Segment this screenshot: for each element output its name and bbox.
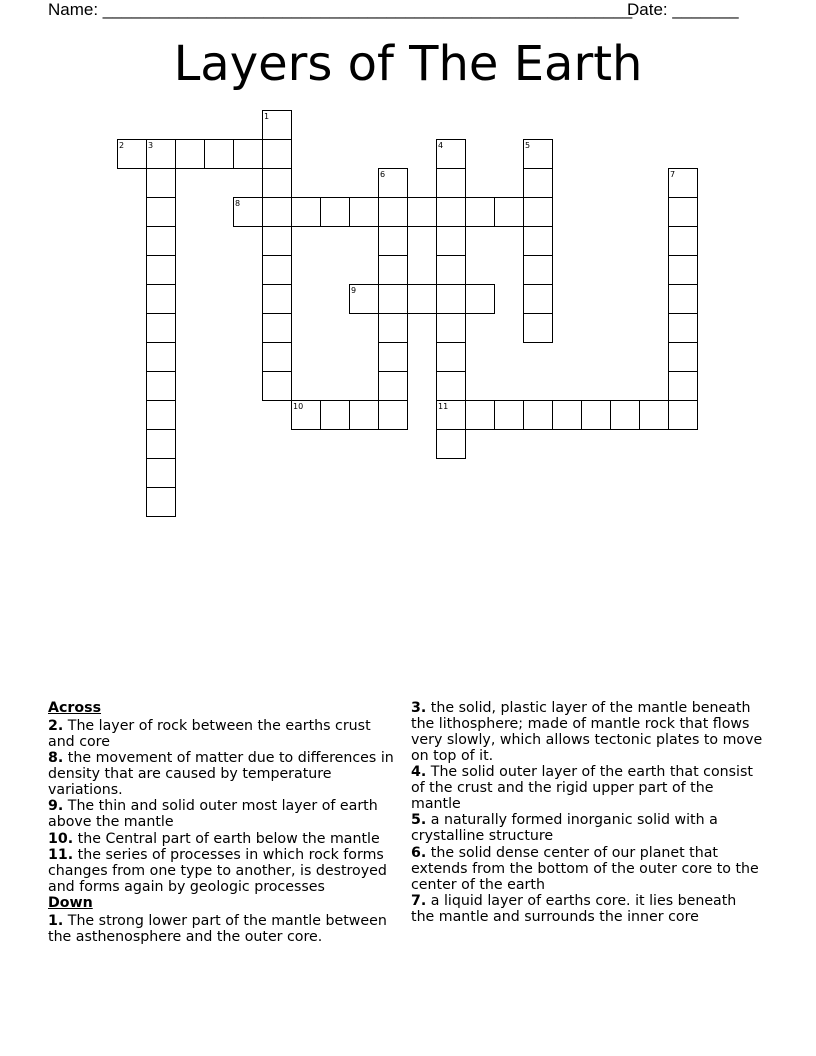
grid-cell[interactable]	[146, 284, 176, 314]
clue-item-number: 3.	[411, 700, 427, 716]
grid-cell[interactable]	[262, 110, 292, 140]
grid-cell[interactable]	[233, 139, 263, 169]
clue-item-number: 5.	[411, 812, 427, 829]
grid-cell[interactable]	[262, 342, 292, 372]
clue-item-number: 6.	[411, 844, 427, 861]
grid-cell[interactable]	[233, 197, 263, 227]
clue-item-text: the solid dense center of our planet that extends from the bottom of the outer core to the center of the earth	[411, 844, 759, 893]
grid-cell[interactable]	[349, 197, 379, 227]
down-heading: Down	[48, 894, 93, 911]
grid-cell[interactable]	[436, 226, 466, 256]
clue-item-number: 2.	[48, 718, 64, 734]
grid-cell[interactable]	[146, 400, 176, 430]
grid-cell[interactable]	[262, 371, 292, 401]
clue-number: 6	[380, 170, 386, 179]
clue-number: 3	[148, 141, 154, 150]
grid-cell[interactable]	[668, 342, 698, 372]
grid-cell[interactable]	[378, 400, 408, 430]
grid-cell[interactable]	[668, 313, 698, 343]
grid-cell[interactable]	[262, 284, 292, 314]
clue-item	[411, 700, 763, 764]
grid-cell[interactable]	[378, 226, 408, 256]
grid-cell[interactable]	[146, 139, 176, 169]
grid-cell[interactable]	[494, 197, 524, 227]
grid-cell[interactable]	[262, 226, 292, 256]
clue-number: 7	[670, 170, 676, 179]
grid-cell[interactable]	[668, 284, 698, 314]
grid-cell[interactable]	[146, 313, 176, 343]
grid-cell[interactable]	[436, 429, 466, 459]
clue-item	[411, 812, 763, 844]
grid-cell[interactable]	[262, 168, 292, 198]
clue-item-text: a naturally formed inorganic solid with a crystalline structure	[411, 812, 718, 845]
clue-item-text: The layer of rock between the earths crust and core	[48, 718, 371, 750]
clue-number: 10	[293, 402, 304, 411]
clue-item	[48, 913, 400, 945]
grid-cell[interactable]	[320, 197, 350, 227]
clue-item-number: 11.	[48, 846, 74, 863]
grid-cell[interactable]	[262, 197, 292, 227]
clue-item	[48, 831, 400, 847]
clue-item	[48, 718, 400, 750]
grid-cell[interactable]	[668, 255, 698, 285]
clue-item-text: The thin and solid outer most layer of earth above the mantle	[48, 798, 378, 831]
grid-cell[interactable]	[349, 400, 379, 430]
clue-number: 1	[264, 112, 270, 121]
clue-item-text: a liquid layer of earths core. it lies beneath the mantle and surrounds the inner core	[411, 892, 737, 925]
clue-item	[48, 798, 400, 830]
grid-cell[interactable]	[378, 197, 408, 227]
grid-cell[interactable]	[610, 400, 640, 430]
grid-cell[interactable]	[146, 458, 176, 488]
clue-item-number: 9.	[48, 798, 64, 815]
grid-cell[interactable]	[436, 371, 466, 401]
grid-cell[interactable]	[262, 313, 292, 343]
grid-cell[interactable]	[146, 371, 176, 401]
grid-cell[interactable]	[146, 226, 176, 256]
clue-number: 4	[438, 141, 444, 150]
clue-number: 8	[235, 199, 241, 208]
clue-item	[411, 764, 763, 812]
grid-cell[interactable]	[378, 168, 408, 198]
clue-item-number: 8.	[48, 750, 64, 767]
grid-cell[interactable]	[349, 284, 379, 314]
grid-cell[interactable]	[465, 197, 495, 227]
grid-cell[interactable]	[146, 487, 176, 517]
clue-item	[48, 847, 400, 895]
clue-item-text: the Central part of earth below the mantle	[73, 830, 380, 847]
grid-cell[interactable]	[465, 400, 495, 430]
grid-cell[interactable]	[668, 168, 698, 198]
grid-cell[interactable]	[523, 197, 553, 227]
grid-cell[interactable]	[465, 284, 495, 314]
grid-cell[interactable]	[291, 197, 321, 227]
grid-cell[interactable]	[146, 168, 176, 198]
grid-cell[interactable]	[523, 139, 553, 169]
grid-cell[interactable]	[378, 284, 408, 314]
across-clue-list	[48, 718, 400, 895]
grid-cell[interactable]	[668, 400, 698, 430]
clue-item-text: The solid outer layer of the earth that consist of the crust and the rigid upper part of the mantle	[411, 764, 753, 813]
grid-cell[interactable]	[262, 255, 292, 285]
grid-cell[interactable]	[668, 371, 698, 401]
grid-cell[interactable]	[262, 139, 292, 169]
grid-cell[interactable]	[436, 284, 466, 314]
grid-cell[interactable]	[320, 400, 350, 430]
grid-cell[interactable]	[117, 139, 147, 169]
clue-item	[411, 893, 763, 925]
clue-item-text: the movement of matter due to differences in density that are caused by temperature variations.	[48, 750, 394, 799]
grid-cell[interactable]	[146, 197, 176, 227]
clue-item-text: the solid, plastic layer of the mantle beneath the lithosphere; made of mantle rock that flows very slowly, which allows tectonic plates to move on top of it.	[411, 700, 763, 764]
grid-cell[interactable]	[146, 342, 176, 372]
grid-cell[interactable]	[436, 313, 466, 343]
grid-cell[interactable]	[581, 400, 611, 430]
grid-cell[interactable]	[378, 313, 408, 343]
grid-cell[interactable]	[436, 400, 466, 430]
grid-cell[interactable]	[291, 400, 321, 430]
clues-left-column	[48, 700, 400, 945]
grid-cell[interactable]	[523, 255, 553, 285]
clue-item-number: 10.	[48, 830, 74, 847]
grid-cell[interactable]	[523, 226, 553, 256]
grid-cell[interactable]	[494, 400, 524, 430]
clue-item-text: The strong lower part of the mantle between the asthenosphere and the outer core.	[48, 912, 387, 945]
grid-cell[interactable]	[639, 400, 669, 430]
across-heading: Across	[48, 700, 102, 716]
clue-item-number: 4.	[411, 764, 427, 781]
down-clue-list-continued	[411, 700, 763, 925]
grid-cell[interactable]	[378, 342, 408, 372]
grid-cell[interactable]	[552, 400, 582, 430]
grid-cell[interactable]	[436, 197, 466, 227]
clue-number: 2	[119, 141, 125, 150]
grid-cell[interactable]	[407, 284, 437, 314]
clue-item-number: 1.	[48, 912, 64, 929]
clue-item-text: the series of processes in which rock forms changes from one type to another, is destroyed and forms again by geologic processes	[48, 846, 387, 895]
grid-cell[interactable]	[523, 284, 553, 314]
clue-item-number: 7.	[411, 892, 427, 909]
grid-cell[interactable]	[407, 197, 437, 227]
grid-cell[interactable]	[378, 255, 408, 285]
grid-cell[interactable]	[523, 313, 553, 343]
clue-number: 5	[525, 141, 531, 150]
grid-cell[interactable]	[175, 139, 205, 169]
clue-item	[48, 750, 400, 798]
grid-cell[interactable]	[436, 255, 466, 285]
grid-cell[interactable]	[204, 139, 234, 169]
grid-cell[interactable]	[378, 371, 408, 401]
grid-cell[interactable]	[436, 168, 466, 198]
grid-cell[interactable]	[668, 226, 698, 256]
page-title: Layers of The Earth	[173, 36, 643, 92]
date-field[interactable]: Date: _______	[627, 0, 739, 19]
name-field[interactable]: Name: ________________________________________________________	[48, 0, 633, 19]
grid-cell[interactable]	[146, 429, 176, 459]
grid-cell[interactable]	[436, 342, 466, 372]
grid-cell[interactable]	[436, 139, 466, 169]
clue-number: 9	[351, 286, 357, 295]
clues-right-column	[411, 700, 763, 925]
clue-number: 11	[438, 402, 449, 411]
grid-cell[interactable]	[668, 197, 698, 227]
grid-cell[interactable]	[523, 168, 553, 198]
down-clue-list	[48, 913, 400, 945]
grid-cell[interactable]	[523, 400, 553, 430]
clue-item	[411, 845, 763, 893]
grid-cell[interactable]	[146, 255, 176, 285]
